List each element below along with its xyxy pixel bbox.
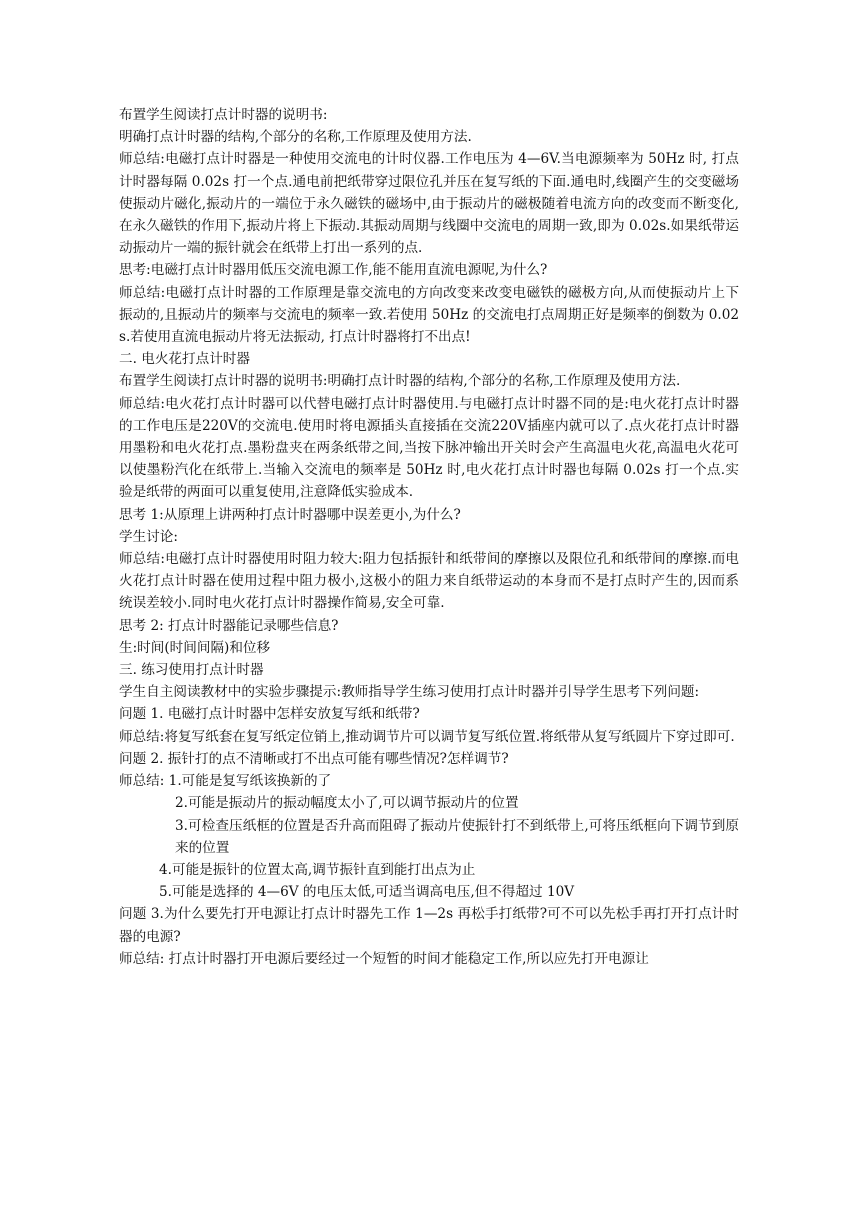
list-item-4: 4.可能是振针的位置太高,调节振针直到能打出点为止 [159, 861, 476, 878]
para-problem-3: 问题 3.为什么要先打开电源让打点计时器先工作 1—2s 再松手打纸带?可不可以先松手再打开打点计时器的电源? [119, 906, 739, 945]
section-heading-practice: 三. 练习使用打点计时器 [119, 662, 264, 679]
list-item-3: 3.可检查压纸框的位置是否升高而阻碍了振动片使振针打不到纸带上,可将压纸框向下调节到原来的位置 [175, 817, 739, 856]
para-dc-summary: 师总结:电磁打点计时器的工作原理是靠交流电的方向改变来改变电磁铁的磁极方向,从而使振动片上下振动的,且振动片的频率与交流电的频率一致.若使用 50Hz 的交流电打点周期正好是频率的倒数为 0.02s.若使用直流电振动片将无法振动, 打点计时器将打不出点! [119, 284, 739, 346]
para-problem-2-summary-1: 师总结: 1.可能是复写纸该换新的了 [119, 773, 332, 790]
para-problem-2: 问题 2. 振针打的点不清晰或打不出点可能有哪些情况?怎样调节? [119, 750, 509, 767]
para-clarify-structure: 明确打点计时器的结构,个部分的名称,工作原理及使用方法. [119, 129, 472, 146]
para-question-1: 思考 1:从原理上讲两种打点计时器哪中误差更小,为什么? [119, 506, 461, 523]
list-item-5: 5.可能是选择的 4—6V 的电压太低,可适当调高电压,但不得超过 10V [159, 884, 575, 901]
para-question-dc: 思考:电磁打点计时器用低压交流电源工作,能不能用直流电源呢,为什么? [119, 262, 548, 279]
list-item-2: 2.可能是振动片的振动幅度太小了,可以调节振动片的位置 [175, 795, 519, 812]
para-error-summary: 师总结:电磁打点计时器使用时阻力较大:阻力包括振针和纸带间的摩擦以及限位孔和纸带间的摩擦.而电火花打点计时器在使用过程中阻力极小,这极小的阻力来自纸带运动的本身而不是打点时产生的,因而系统误差较小.同时电火花打点计时器操作简易,安全可靠. [119, 551, 739, 612]
para-problem-1: 问题 1. 电磁打点计时器中怎样安放复写纸和纸带? [119, 706, 420, 723]
para-reading-instruction: 布置学生阅读打点计时器的说明书: [119, 107, 328, 123]
section-heading-spark-timer: 二. 电火花打点计时器 [119, 351, 250, 368]
para-reading-instruction-2: 布置学生阅读打点计时器的说明书:明确打点计时器的结构,个部分的名称,工作原理及使用方法. [119, 373, 681, 390]
para-spark-summary: 师总结:电火花打点计时器可以代替电磁打点计时器使用.与电磁打点计时器不同的是:电火花打点计时器的工作电压是220V的交流电.使用时将电源插头直接插在交流220V插座内就可以了.点火花打点计时器用墨粉和电火花打点.墨粉盘夹在两条纸带之间,当按下脉冲输出开关时会产生高温电火花,高温电火花可以使墨粉汽化在纸带上.当输入交流电的频率是 50Hz 时,电火花打点计时器也每隔 0.02s 打一个点.实验是纸带的两面可以重复使用,注意降低实验成本. [119, 395, 739, 501]
para-electromagnetic-summary: 师总结:电磁打点计时器是一种使用交流电的计时仪器.工作电压为 4—6V.当电源频率为 50Hz 时, 打点计时器每隔 0.02s 打一个点.通电前把纸带穿过限位孔并压在复写纸的下面.通电时,线圈产生的交变磁场使振动片磁化,振动片的一端位于永久磁铁的磁场中,由于振动片的磁极随着电流方向的改变而不断变化,在永久磁铁的作用下,振动片将上下振动.其振动周期与线圈中交流电的周期一致,即为 0.02s.如果纸带运动振动片一端的振针就会在纸带上打出一系列的点. [119, 151, 739, 257]
para-student-discussion: 学生讨论: [119, 528, 178, 545]
para-question-2: 思考 2: 打点计时器能记录哪些信息? [119, 617, 339, 634]
para-self-reading: 学生自主阅读教材中的实验步骤提示:教师指导学生练习使用打点计时器并引导学生思考下列问题: [119, 684, 700, 701]
para-problem-3-summary: 师总结: 打点计时器打开电源后要经过一个短暂的时间才能稳定工作,所以应先打开电源让 [119, 950, 649, 967]
document-page [119, 104, 739, 970]
para-problem-1-summary: 师总结:将复写纸套在复写纸定位销上,推动调节片可以调节复写纸位置.将纸带从复写纸圆片下穿过即可. [119, 728, 735, 745]
para-student-answer: 生:时间(时间间隔)和位移 [119, 639, 271, 656]
